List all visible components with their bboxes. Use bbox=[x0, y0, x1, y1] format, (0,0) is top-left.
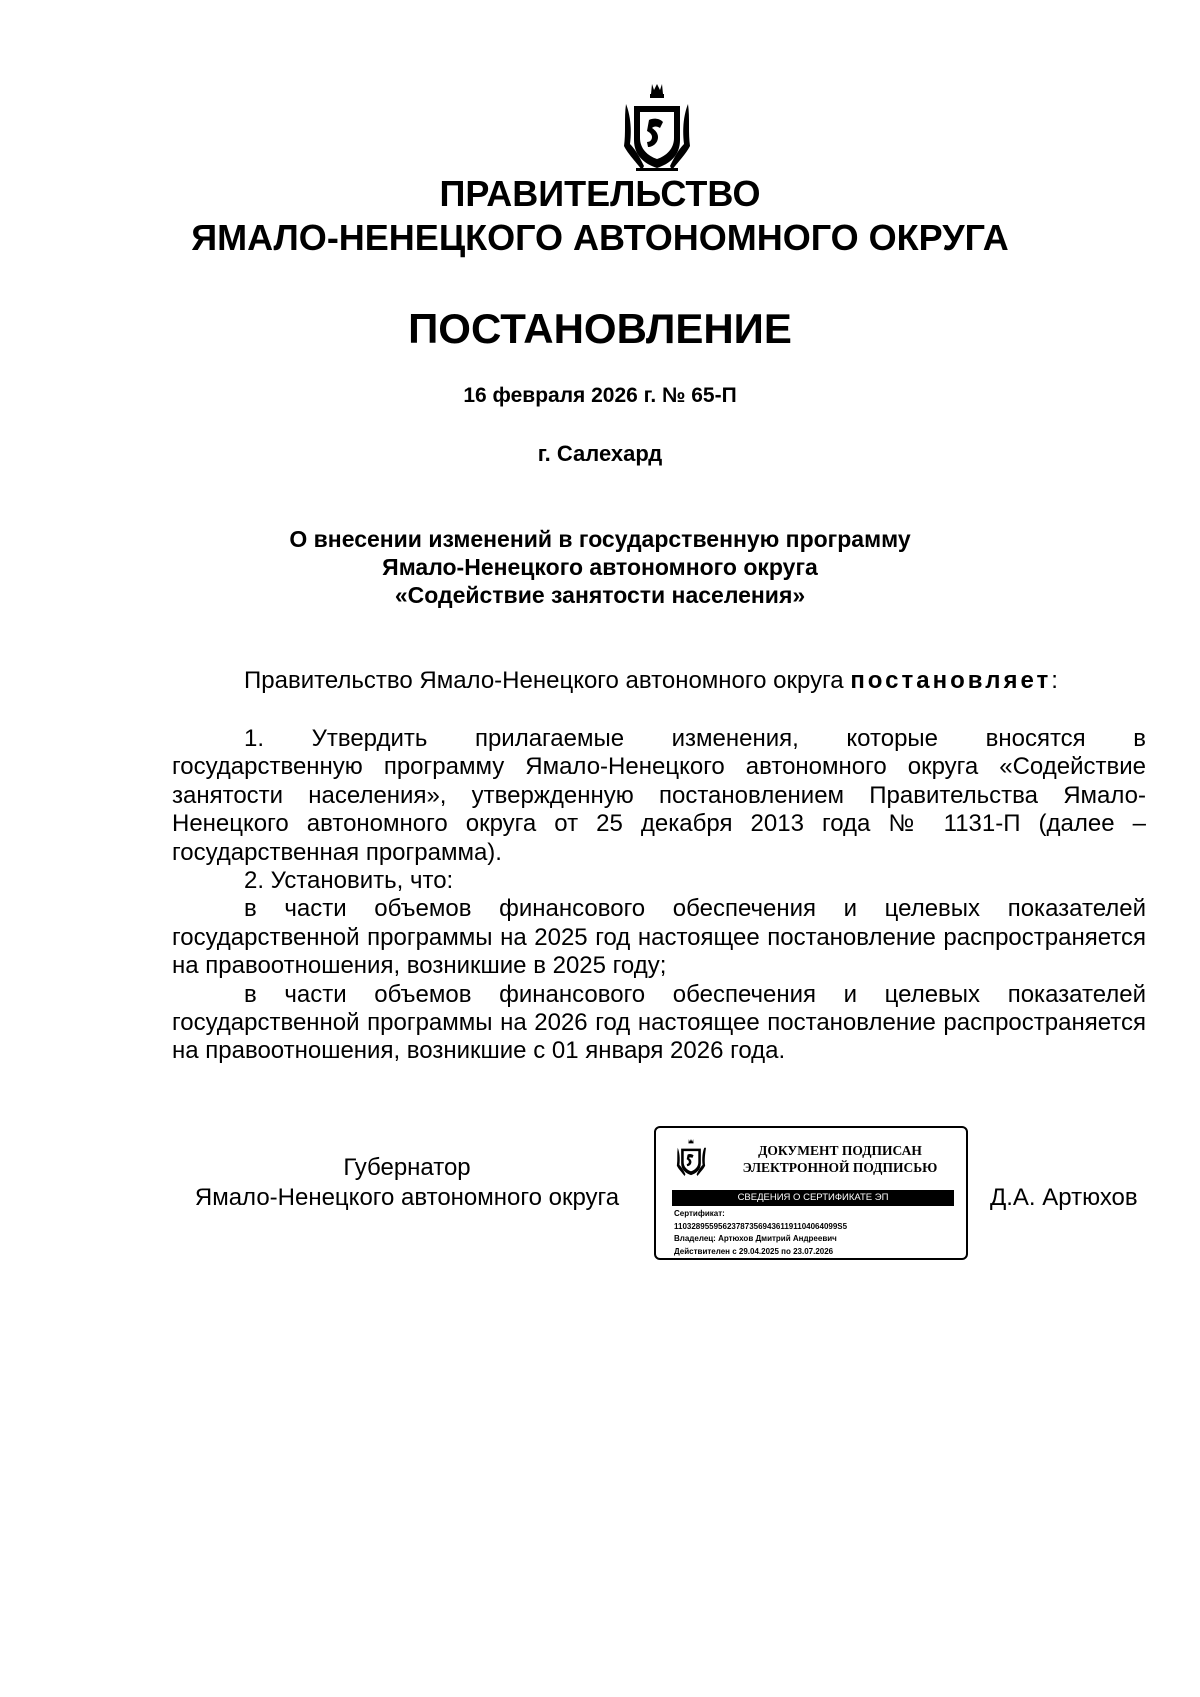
certificate-validity: Действителен с 29.04.2025 по 23.07.2026 bbox=[674, 1246, 834, 1256]
point-2-text: 2. Установить, что: bbox=[244, 867, 454, 895]
resolution-points bbox=[172, 725, 1146, 1066]
signatory-name: Д.А. Артюхов bbox=[990, 1184, 1138, 1211]
preamble-paragraph bbox=[172, 667, 1146, 695]
document-date-number: 16 февраля 2026 г. № 65-П bbox=[463, 384, 737, 407]
coat-of-arms-emblem-small bbox=[676, 1136, 706, 1180]
subject-line: Ямало-Ненецкого автономного округа bbox=[382, 554, 818, 580]
stamp-title-line2: ЭЛЕКТРОННОЙ ПОДПИСЬЮ bbox=[742, 1160, 938, 1175]
document-city: г. Салехард bbox=[537, 441, 663, 466]
document-type-title: ПОСТАНОВЛЕНИЕ bbox=[408, 305, 792, 352]
coat-of-arms-emblem bbox=[622, 82, 692, 174]
certificate-number: 1103289559562378735694361191104064099S5 bbox=[674, 1221, 848, 1231]
point-2a-text: в части объемов финансового обеспечения и целевых показателей государственной программы на 2025 год настоящее постановление распространяется на правоотношения, возникшие в 2025 году; bbox=[172, 895, 1146, 980]
electronic-signature-stamp bbox=[654, 1126, 968, 1260]
subject-line: О внесении изменений в государственную программу bbox=[289, 526, 911, 552]
organization-title-line1: ПРАВИТЕЛЬСТВО bbox=[439, 173, 761, 214]
point-2b-text: в части объемов финансового обеспечения и целевых показателей государственной программы на 2026 год настоящее постановление распространяется на правоотношения, возникшие с 01 января 2026 года. bbox=[172, 980, 1146, 1065]
certificate-label: Сертификат: bbox=[674, 1209, 725, 1218]
signatory-position-line2: Ямало-Ненецкого автономного округа bbox=[194, 1184, 620, 1211]
point-1-text: государственную программу Ямало-Ненецкого автономного округа «Содействие занятости населения», утвержденную постановлением Правительства Ямало-Ненецкого автономного округа от 25 декабря 2013 года № 1131-П (далее – государственная программа). bbox=[172, 753, 1146, 866]
preamble-colon: : bbox=[1051, 667, 1058, 694]
stamp-title-line1: ДОКУМЕНТ ПОДПИСАН bbox=[758, 1143, 922, 1158]
signatory-position-line1: Губернатор bbox=[343, 1154, 471, 1181]
certificate-owner: Владелец: Артюхов Дмитрий Андреевич bbox=[674, 1234, 837, 1243]
signatory-position bbox=[172, 1153, 642, 1213]
point-1-lead: 1. Утвердить прилагаемые изменения, которые вносятся в bbox=[244, 725, 1146, 752]
preamble-verb: постановляет bbox=[850, 667, 1052, 694]
subject-line: «Содействие занятости населения» bbox=[394, 582, 806, 608]
preamble-text: Правительство Ямало-Ненецкого автономного округа bbox=[244, 667, 851, 694]
organization-title-line2: ЯМАЛО-НЕНЕЦКОГО АВТОНОМНОГО ОКРУГА bbox=[191, 217, 1009, 258]
stamp-title bbox=[716, 1142, 964, 1176]
certificate-details bbox=[674, 1208, 964, 1258]
certificate-info-bar: СВЕДЕНИЯ О СЕРТИФИКАТЕ ЭП bbox=[672, 1190, 954, 1206]
document-subject bbox=[0, 525, 1200, 609]
